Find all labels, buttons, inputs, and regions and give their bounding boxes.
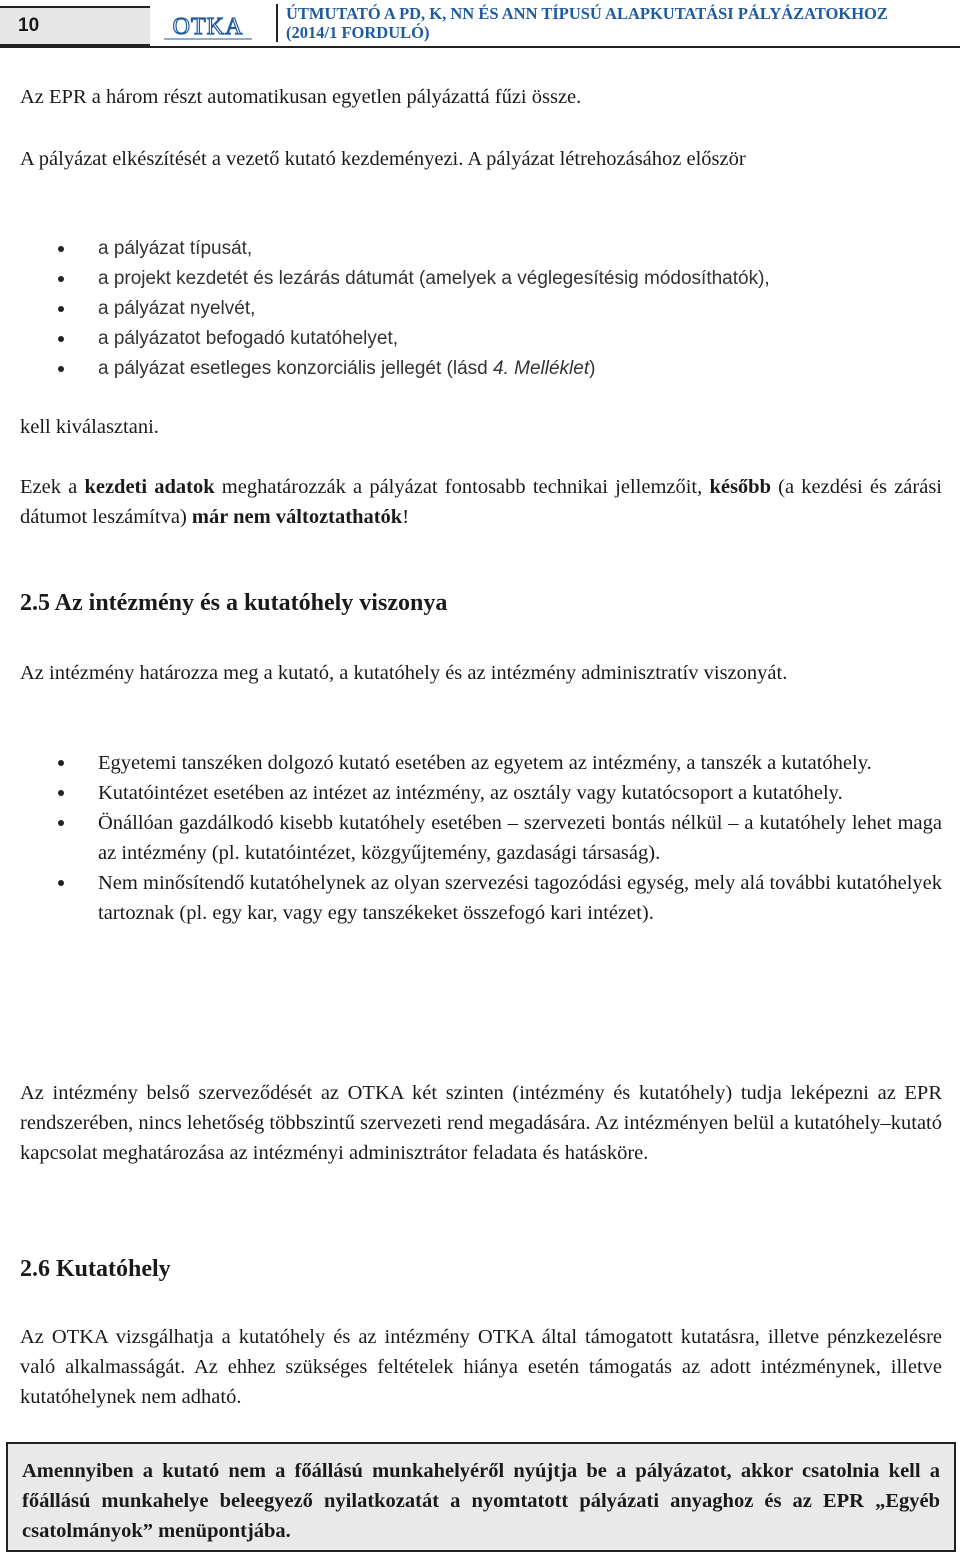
bullet-icon bbox=[58, 336, 64, 342]
after-list-text: kell kiválasztani. bbox=[20, 416, 159, 438]
bullet-icon bbox=[58, 276, 64, 282]
list-item: Nem minősítendő kutatóhelynek az olyan szervezési tagozódási egység, mely alá további kutatóhelyek tartoznak (pl. egy kar, vagy egy tanszékeket összefogó kari intézet). bbox=[20, 868, 942, 928]
bullet-icon bbox=[58, 366, 64, 372]
bullet-icon bbox=[58, 880, 64, 886]
list-item: a pályázat esetleges konzorciális jellegét (lásd 4. Melléklet) bbox=[20, 354, 942, 384]
section-2-6-text: Az OTKA vizsgálhatja a kutatóhely és az intézmény OTKA által támogatott kutatásra, illetve pénzkezelésre való alkalmasságát. Az ehhez szükséges feltételek hiánya esetén támogatás az adott intézménynek, illetve kutatóhelynek nem adható. bbox=[20, 1326, 942, 1408]
list-item: Egyetemi tanszéken dolgozó kutató esetében az egyetem az intézmény, a tanszék a kutatóhely. bbox=[20, 748, 942, 778]
bullet-icon bbox=[58, 306, 64, 312]
list-item: Önállóan gazdálkodó kisebb kutatóhely esetében – szervezeti bontás nélkül – a kutatóhely lehet maga az intézmény (pl. kutatóintézet, közgyűjtemény, gazdasági társaság). bbox=[20, 808, 942, 868]
bullet-icon bbox=[58, 820, 64, 826]
annex-reference: 4. Melléklet bbox=[493, 358, 590, 379]
intro-paragraph-2: A pályázat elkészítését a vezető kutató kezdeményezi. A pályázat létrehozásához először bbox=[20, 148, 746, 170]
page-header bbox=[0, 0, 960, 56]
section-heading-2-6: 2.6 Kutatóhely bbox=[20, 1256, 171, 1282]
bullet-icon bbox=[58, 790, 64, 796]
kezdeti-adatok-paragraph: Ezek a kezdeti adatok meghatározzák a pályázat fontosabb technikai jellemzőit, később (a kezdési és zárási dátumot leszámítva) már nem változtathatók! bbox=[20, 476, 942, 528]
list-item: a projekt kezdetét és lezárás dátumát (amelyek a véglegesítésig módosíthatók), bbox=[20, 264, 942, 294]
intro-paragraph-1: Az EPR a három részt automatikusan egyetlen pályázattá fűzi össze. bbox=[20, 86, 582, 108]
otka-logo-icon bbox=[158, 8, 258, 44]
svg-text:OTKA: OTKA bbox=[172, 14, 244, 40]
selection-list bbox=[20, 234, 942, 384]
bullet-icon bbox=[58, 246, 64, 252]
header-title: ÚTMUTATÓ A PD, K, NN ÉS ANN TÍPUSÚ ALAPKUTATÁSI PÁLYÁZATOKHOZ (2014/1 FORDULÓ) bbox=[276, 4, 960, 42]
institution-examples-list bbox=[20, 748, 942, 928]
list-item: Kutatóintézet esetében az intézet az intézmény, az osztály vagy kutatócsoport a kutatóhely. bbox=[20, 778, 942, 808]
bullet-icon bbox=[58, 760, 64, 766]
notice-box: Amennyiben a kutató nem a főállású munkahelyéről nyújtja be a pályázatot, akkor csatolnia kell a főállású munkahelye beleegyező nyilatkozatát a nyomtatott pályázati anyaghoz és az EPR „Egyéb csatolmányok” menüpontjába. bbox=[6, 1442, 956, 1552]
list-item: a pályázat nyelvét, bbox=[20, 294, 942, 324]
section-2-5-intro: Az intézmény határozza meg a kutató, a kutatóhely és az intézmény adminisztratív viszonyát. bbox=[20, 662, 788, 684]
section-heading-2-5: 2.5 Az intézmény és a kutatóhely viszonya bbox=[20, 590, 448, 616]
list-item: a pályázatot befogadó kutatóhelyet, bbox=[20, 324, 942, 354]
page-number: 10 bbox=[0, 6, 150, 46]
header-divider bbox=[0, 46, 960, 48]
list-item: a pályázat típusát, bbox=[20, 234, 942, 264]
section-2-5-closing: Az intézmény belső szerveződését az OTKA két szinten (intézmény és kutatóhely) tudja leképezni az EPR rendszerében, nincs lehetőség többszintű szervezeti rend megadására. Az intézményen belül a kutatóhely–kutató kapcsolat meghatározása az intézményi adminisztrátor feladata és hatásköre. bbox=[20, 1082, 942, 1164]
